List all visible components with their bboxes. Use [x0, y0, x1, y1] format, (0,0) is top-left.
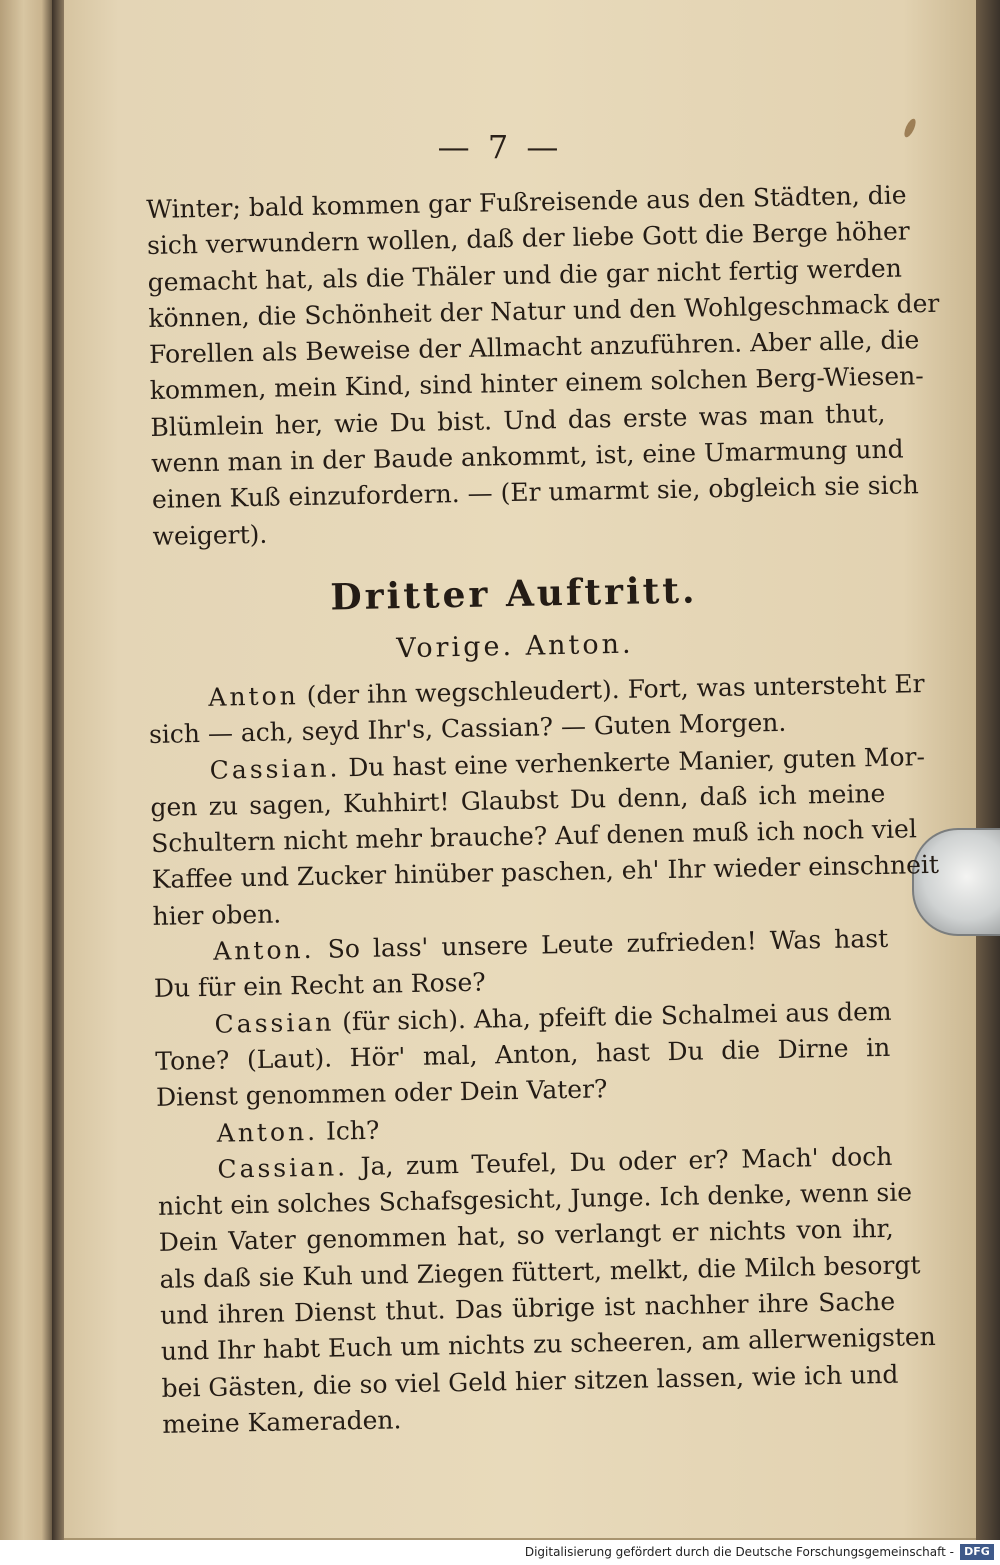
scene-cast: Vorige. Anton.: [396, 628, 634, 665]
dfg-logo: DFG: [960, 1544, 994, 1560]
text-line: gemacht hat, als die Thäler und die gar nicht fertig werden: [147, 253, 903, 297]
speaker-name: Anton.: [212, 934, 315, 966]
speaker-name: Anton: [208, 681, 299, 712]
book-gutter: [52, 0, 64, 1540]
dialogue-text: (für sich). Aha, pfeift die Schalmei aus dem: [341, 996, 892, 1036]
text-line: kommen, mein Kind, sind hinter einem solchen Berg-Wiesen-: [149, 361, 924, 406]
speaker-name: Cassian.: [209, 752, 341, 785]
footer-credit: Digitalisierung gefördert durch die Deutsche Forschungsgemeinschaft -: [524, 1545, 954, 1559]
text-line: wenn man in der Baude ankommt, ist, eine Umarmung und: [150, 434, 904, 479]
right-page-edge: [976, 0, 1000, 1540]
dialogue-text: Schultern nicht mehr brauche? Auf denen muß ich noch viel: [150, 814, 918, 859]
dialogue-text: und Ihr habt Euch um nichts zu scheeren, am allerwenigsten: [160, 1322, 937, 1367]
dialogue-text: Dienst genommen oder Dein Vater?: [155, 1074, 608, 1113]
paragraph-continued: [146, 178, 940, 555]
dialogue-text: Dein Vater genommen hat, so verlangt er nichts von ihr,: [158, 1214, 894, 1258]
dialogue-text: So lass' unsere Leute zufrieden! Was hast: [327, 923, 889, 964]
dialogue-text: bei Gästen, die so viel Geld hier sitzen lassen, wie ich und: [161, 1359, 899, 1403]
text-line: weigert).: [152, 519, 268, 551]
scene-section: [146, 561, 940, 1443]
dialogue-text: meine Kameraden.: [162, 1405, 402, 1439]
dialogue-text: nicht ein solches Schafsgesicht, Junge. Ich denke, wenn sie: [157, 1177, 913, 1222]
text-line: Forellen als Beweise der Allmacht anzuführen. Aber alle, die: [148, 325, 920, 370]
text-line: Blümlein her, wie Du bist. Und das erste was man thut,: [150, 398, 886, 442]
dialogue-text: Kaffee und Zucker hinüber paschen, eh' Ihr wieder einschneit: [151, 850, 940, 895]
speaker-name: Cassian: [214, 1007, 335, 1039]
page-clip: [912, 828, 1000, 936]
page-number: — 7 —: [437, 128, 563, 166]
dialogue-text: (der ihn wegschleudert). Fort, was untersteht Er: [306, 669, 925, 710]
dialogue-text: sich — ach, seyd Ihr's, Cassian? — Guten Morgen.: [148, 708, 787, 750]
scene-title: Dritter Auftritt.: [329, 569, 698, 619]
dialogue-text: hier oben.: [152, 899, 282, 931]
speaker-name: Anton.: [216, 1116, 319, 1148]
dialogue-text: und ihren Dienst thut. Das übrige ist nachher ihre Sache: [159, 1286, 896, 1330]
footer-bar: [0, 1540, 1000, 1565]
left-page-edge: [0, 0, 52, 1540]
dialogue-text: gen zu sagen, Kuhhirt! Glaubst Du denn, daß ich meine: [150, 778, 886, 822]
dialogue-text: Ja, zum Teufel, Du oder er? Mach' doch: [360, 1141, 893, 1181]
dialogue-text: Du hast eine verhenkerte Manier, guten Mor-: [348, 741, 926, 782]
dialogue: [148, 667, 940, 1443]
dialogue-text: Tone? (Laut). Hör' mal, Anton, hast Du die Dirne in: [155, 1032, 891, 1076]
dialogue-text: Ich?: [325, 1115, 380, 1146]
text-line: können, die Schönheit der Natur und den Wohlgeschmack der: [148, 288, 940, 333]
text-line: sich verwundern wollen, daß der liebe Gott die Berge höher: [146, 216, 910, 261]
text-line: einen Kuß einzufordern. — (Er umarmt sie, obgleich sie sich: [151, 470, 919, 515]
dialogue-text: als daß sie Kuh und Ziegen füttert, melkt, die Milch besorgt: [159, 1250, 921, 1294]
dialogue-text: Du für ein Recht an Rose?: [153, 967, 486, 1004]
speaker-name: Cassian.: [217, 1152, 349, 1184]
text-line: Winter; bald kommen gar Fußreisende aus den Städten, die: [146, 180, 907, 224]
